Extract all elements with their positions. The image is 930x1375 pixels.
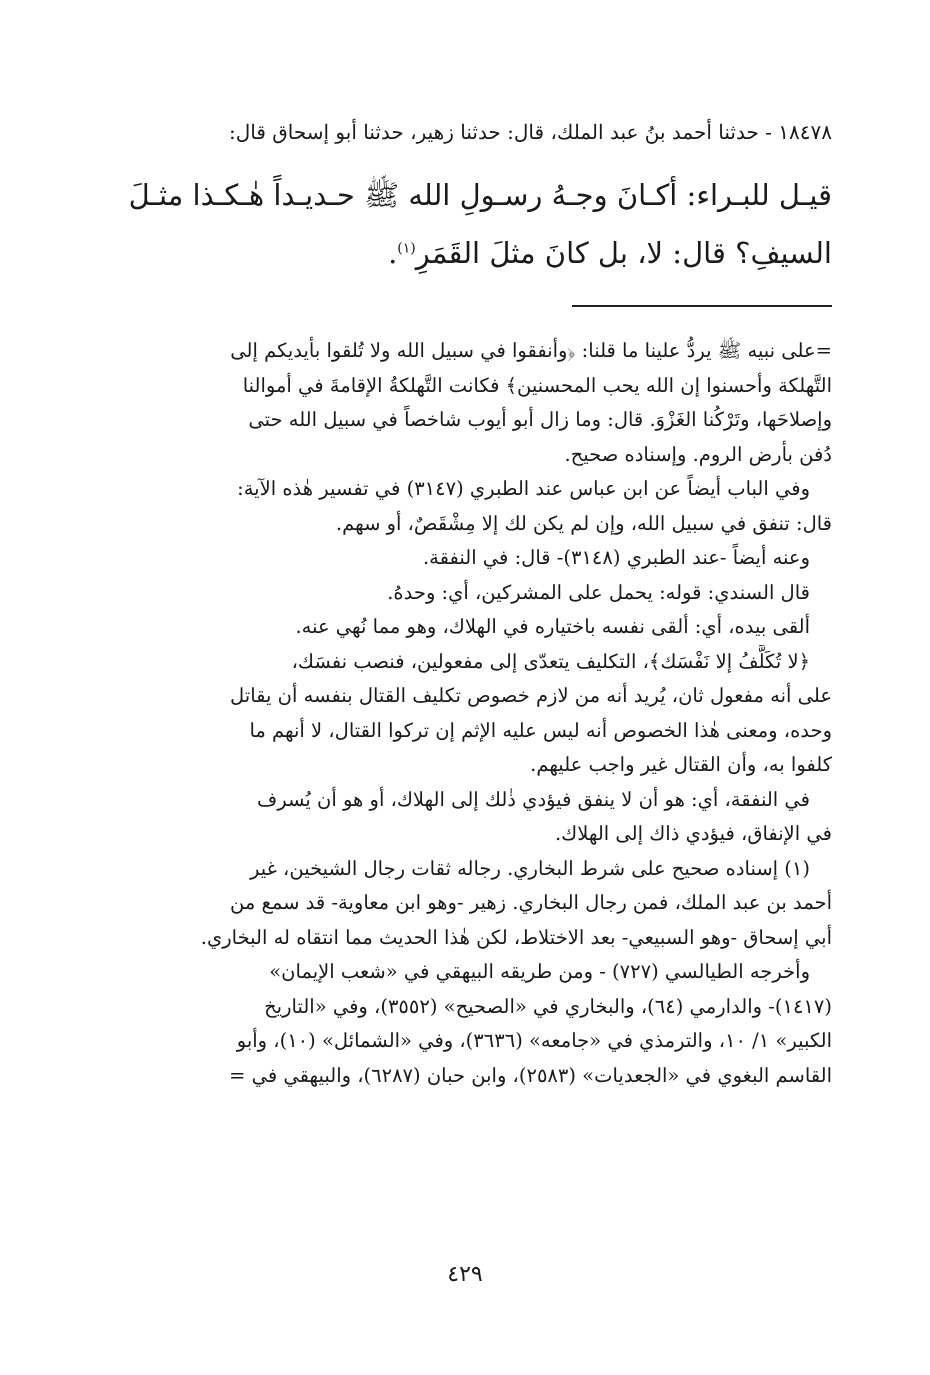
hadith-isnad-header: ١٨٤٧٨ - حدثنا أحمد بنُ عبد الملك، قال: حدثنا زهير، حدثنا أبو إسحاق قال: [228,120,832,144]
footnote-line: أبي إسحاق -وهو السبيعي- بعد الاختلاط، لكن هٰذا الحديث مما انتقاه له البخاري. [200,925,832,949]
footnote-line: أحمد بن عبد الملك، فمن رجال البخاري. زهير -وهو ابن معاوية- قد سمع من [230,891,832,914]
footnote-line: على أنه مفعول ثان، يُريد أنه من لازم خصوص تكليف القتال بنفسه أن يقاتل [230,684,832,707]
hadith-text-line [127,224,832,282]
footnotes-block [127,334,832,1093]
footnote-marker: (١) [397,240,416,257]
footnote-line: (١) إسناده صحيح على شرط البخاري. رجاله ثقات رجال الشيخين، غير [250,856,810,880]
footnote-line: كلفوا به، وأن القتال غير واجب عليهم. [530,753,832,776]
footnote-line: وحده، ومعنى هٰذا الخصوص أنه ليس عليه الإثم إن تركوا القتال، لا أنهم ما [249,718,832,742]
footnote-line: وإصلاحَها، وتَرْكُنا الغَزْوَ. قال: وما زال أبو أيوب شاخصاً في سبيل الله حتى [248,408,832,431]
footnote-line: قال السندي: قوله: يحمل على المشركين، أي: وحدهُ. [387,580,810,604]
hadith-text [127,166,832,282]
footnote-divider [572,305,832,307]
footnote-line: ﴿لا تُكَلَّفُ إلا نَفْسَك﴾، التكليف يتعدّى إلى مفعولين، فنصب نفسَك، [291,649,810,673]
footnote-line: القاسم البغوي في «الجعديات» (٢٥٨٣)، وابن حبان (٦٢٨٧)، والبيهقي في = [229,1063,832,1087]
footnote-line: =على نبيه ﷺ يردُّ علينا ما قلنا: ﴿وأنفقوا في سبيل الله ولا تُلقوا بأيديكم إلى [230,339,832,362]
footnote-line: دُفن بأرض الروم. وإسناده صحيح. [564,442,832,466]
hadith-text-line: قيـل للبـراء: أكـانَ وجـهُ رسـولِ الله ﷺ حـديـداً هٰـكـذا مثـلَ [128,178,832,212]
footnote-line: وفي الباب أيضاً عن ابن عباس عند الطبري (٣١٤٧) في تفسير هٰذه الآية: [237,477,810,500]
footnote-line: في النفقة، أي: هو أن لا ينفق فيؤدي ذٰلك إلى الهلاك، أو هو أن يُسرف [257,787,810,811]
footnote-line: التَّهلكة وأحسنوا إن الله يحب المحسنين﴾ فكانت التَّهلكةُ الإقامةَ في أموالنا [242,373,832,397]
hadith-text-line-2: السيفِ؟ قال: لا، بل كانَ مثلَ القَمَرِ [415,236,832,270]
footnote-line: وأخرجه الطيالسي (٧٢٧) - ومن طريقه البيهقي في «شعب الإيمان» [269,960,810,983]
end-mark: . [388,236,398,270]
footnote-line: ألقى بيده، أي: ألقى نفسه باختياره في الهلاك، وهو مما نُهي عنه. [295,615,810,638]
footnote-line: في الإنفاق، فيؤدي ذاك إلى الهلاك. [554,822,832,845]
footnote-line: الكبير» ١/ ١٠، والترمذي في «جامعه» (٣٦٣٦)، وفي «الشمائل» (١٠)، وأبو [236,1029,832,1052]
footnote-line: (١٤١٧)- والدارمي (٦٤)، والبخاري في «الصحيح» (٣٥٥٢)، وفي «التاريخ [264,994,832,1018]
page-number: ٤٢٩ [447,1262,483,1287]
footnote-line: قال: تنفق في سبيل الله، وإن لم يكن لك إلا مِشْقَصٌ، أو سهم. [335,511,832,535]
footnote-line: وعنه أيضاً -عند الطبري (٣١٤٨)- قال: في النفقة. [422,546,810,569]
